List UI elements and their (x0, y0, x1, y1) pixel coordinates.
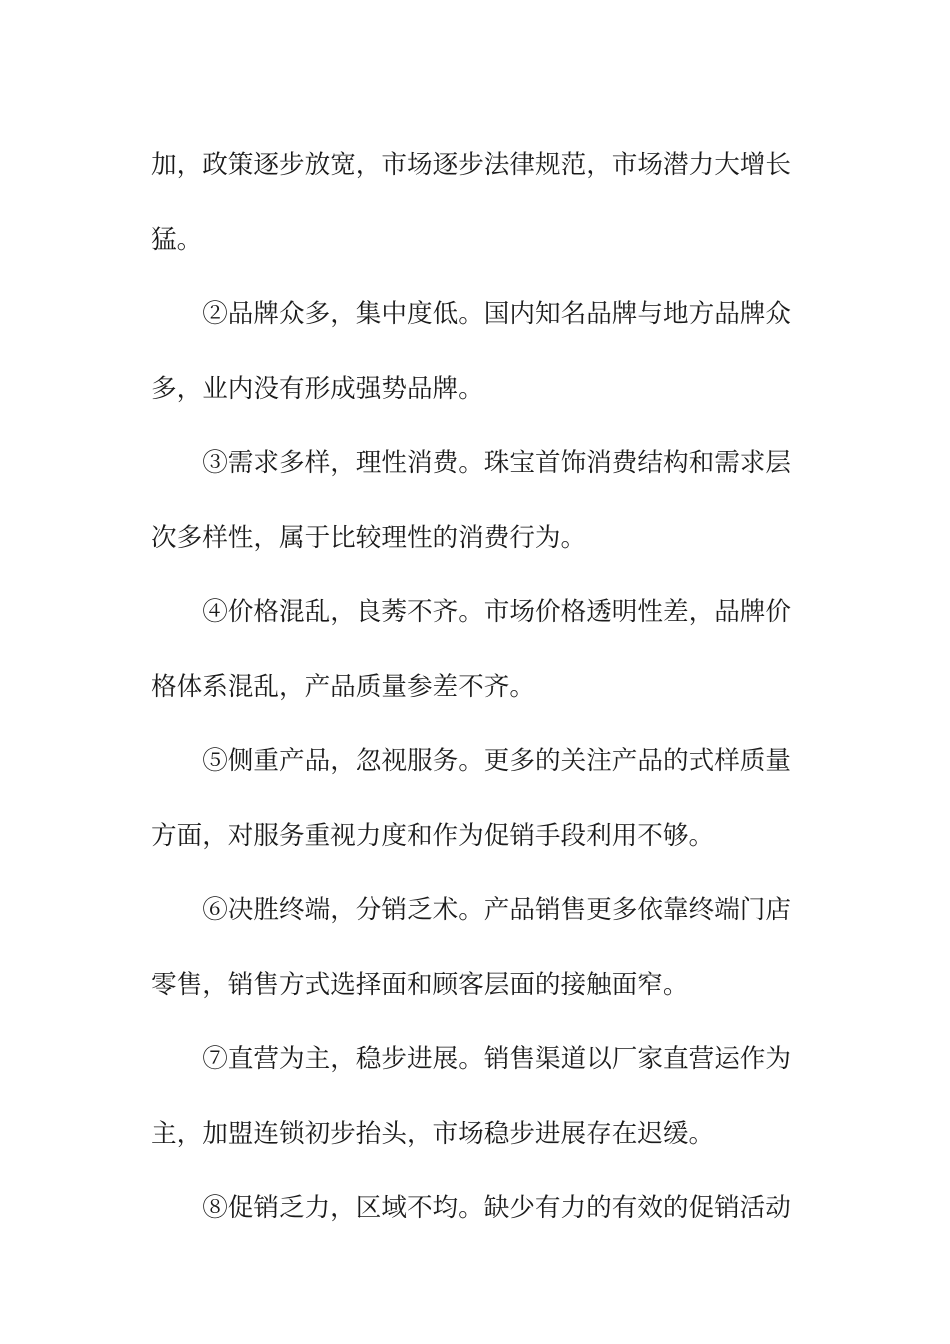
paragraph-2-line-1: ②品牌众多，集中度低。国内知名品牌与地方品牌众 (202, 299, 791, 329)
paragraph-5-line-1: ⑤侧重产品，忽视服务。更多的关注产品的式样质量 (202, 746, 791, 776)
paragraph-3 (151, 426, 791, 575)
paragraph-2 (151, 277, 791, 426)
paragraph-7 (151, 1022, 791, 1171)
paragraph-4 (151, 575, 791, 724)
paragraph-3-line-1: ③需求多样，理性消费。珠宝首饰消费结构和需求层 (202, 448, 791, 478)
paragraph-8-line-1: ⑧促销乏力，区域不均。缺少有力的有效的促销活动 (202, 1193, 791, 1223)
paragraph-3-line-2: 次多样性，属于比较理性的消费行为。 (151, 522, 587, 553)
paragraph-5 (151, 724, 791, 873)
paragraph-8 (151, 1171, 791, 1246)
paragraph-6-line-2: 零售，销售方式选择面和顾客层面的接触面窄。 (151, 969, 689, 1000)
paragraph-7-line-2: 主，加盟连锁初步抬头，市场稳步进展存在迟缓。 (151, 1118, 715, 1149)
paragraph-4-line-2: 格体系混乱，产品质量参差不齐。 (151, 671, 535, 702)
paragraph-1-line-2: 猛。 (151, 224, 203, 255)
paragraph-1 (151, 128, 791, 277)
paragraph-7-line-1: ⑦直营为主，稳步进展。销售渠道以厂家直营运作为 (202, 1044, 791, 1074)
paragraph-6-line-1: ⑥决胜终端，分销乏术。产品销售更多依靠终端门店 (202, 895, 791, 925)
body-text (151, 128, 791, 1246)
paragraph-5-line-2: 方面，对服务重视力度和作为促销手段利用不够。 (151, 820, 715, 851)
paragraph-1-line-1: 加，政策逐步放宽，市场逐步法律规范，市场潜力大增长 (151, 150, 791, 180)
paragraph-2-line-2: 多，业内没有形成强势品牌。 (151, 373, 484, 404)
paragraph-4-line-1: ④价格混乱，良莠不齐。市场价格透明性差，品牌价 (202, 597, 791, 627)
paragraph-6 (151, 873, 791, 1022)
